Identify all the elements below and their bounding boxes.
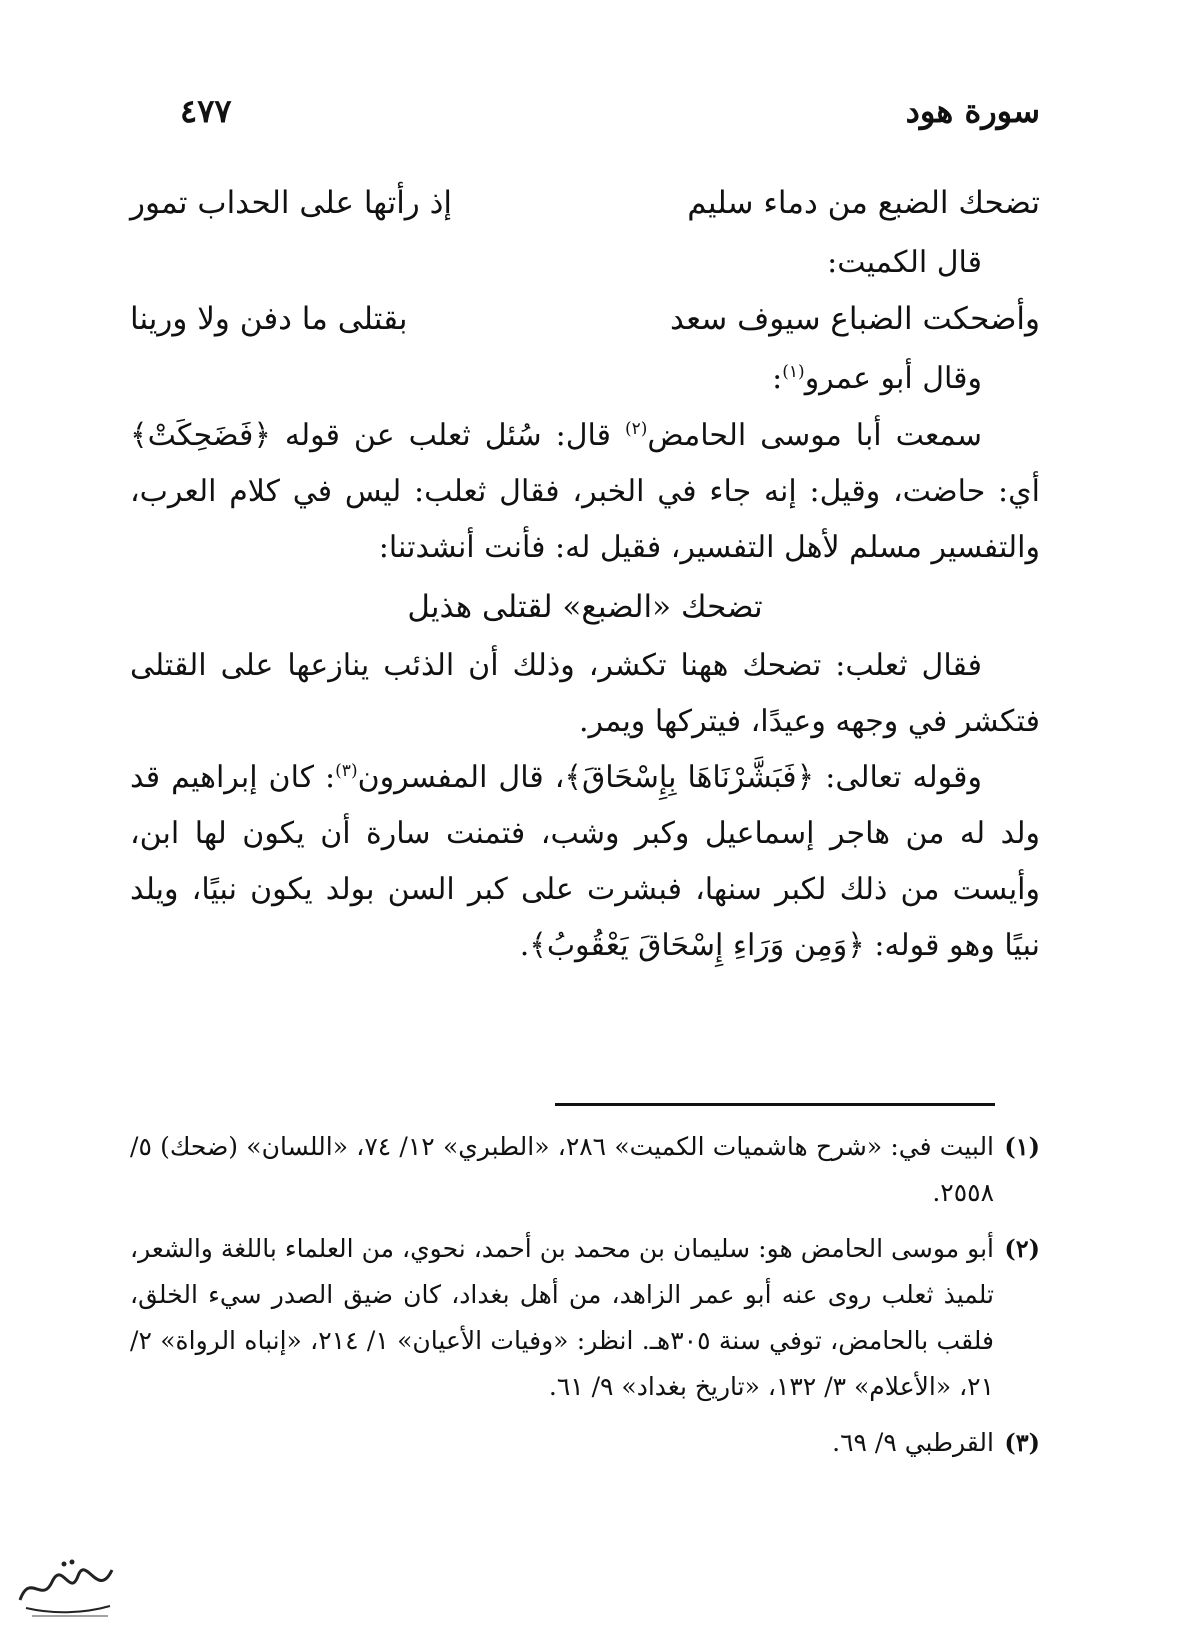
- page-number: ٤٧٧: [180, 92, 232, 130]
- paragraph-3-rest: : كان إبراهيم قد ولد له من هاجر إسماعيل وكبر وشب، فتمنت سارة أن يكون لها ابن، وأيست من ذلك لكبر سنها، فبشرت على كبر السن بولد يكون نبيًا، ويلد نبيًا وهو قوله: ﴿وَمِن وَرَاءِ إِسْحَاقَ يَعْقُوبُ﴾.: [130, 760, 1040, 963]
- main-text: [130, 176, 1040, 974]
- paragraph-ibrahim: [130, 750, 1040, 974]
- footnote-3-text: القرطبي ٩/ ٦٩.: [832, 1428, 994, 1457]
- verse-2-first-hemistich: وأضحكت الضباع سيوف سعد: [670, 301, 1040, 337]
- verse-1-first-hemistich: تضحك الضبع من دماء سليم: [687, 185, 1040, 221]
- abu-amr-intro-text: وقال أبو عمرو: [804, 361, 982, 396]
- footnote-ref-3: (٣): [335, 761, 358, 781]
- paragraph-explanation: فقال ثعلب: تضحك ههنا تكشر، وذلك أن الذئب ينازعها على القتلى فتكشر في وجهه وعيدًا، فيتركها ويمر.: [130, 648, 1040, 739]
- paragraph-tha-lab: [130, 408, 1040, 576]
- footnote-1: [130, 1124, 1040, 1216]
- footnote-3-number: (٣): [1004, 1428, 1040, 1457]
- paragraph-3-start: وقوله تعالى: ﴿فَبَشَّرْنَاهَا بِإِسْحَاقَ﴾، قال المفسرون: [357, 760, 983, 795]
- abu-amr-intro: [130, 350, 1040, 408]
- poem-verse-1: [130, 176, 1040, 234]
- verse-2-second-hemistich: بقتلى ما دفن ولا ورينا: [130, 301, 408, 337]
- centered-verse: تضحك «الضبع» لقتلى هذيل: [407, 589, 763, 625]
- kumait-intro: قال الكميت:: [827, 245, 982, 280]
- footnote-3: [130, 1420, 1040, 1466]
- footnote-ref-1: (١): [782, 362, 805, 382]
- paragraph-1-start: سمعت أبا موسى الحامض: [647, 418, 982, 453]
- publisher-logo-watermark: [12, 1552, 122, 1620]
- footnote-1-text: البيت في: «شرح هاشميات الكميت» ٢٨٦، «الطبري» ١٢/ ٧٤، «اللسان» (ضحك) ٥/ ٢٥٥٨.: [130, 1132, 995, 1207]
- footnotes: [130, 1124, 1040, 1476]
- surah-title: سورة هود: [905, 92, 1040, 130]
- paragraph-1-rest: قال: سُئل ثعلب عن قوله ﴿فَضَحِكَتْ﴾ أي: حاضت، وقيل: إنه جاء في الخبر، فقال ثعلب: ليس في كلام العرب، والتفسير مسلم لأهل التفسير، فقيل له: فأنت أنشدتنا:: [130, 418, 1040, 565]
- footnote-ref-2: (٢): [624, 419, 648, 439]
- poem-verse-2: [130, 292, 1040, 350]
- footnote-2: [130, 1226, 1040, 1410]
- verse-1-second-hemistich: إذ رأتها على الحداب تمور: [130, 185, 453, 221]
- abu-amr-intro-colon: :: [772, 361, 783, 396]
- footnote-2-number: (٢): [1004, 1234, 1040, 1263]
- footnote-2-text: أبو موسى الحامض هو: سليمان بن محمد بن أحمد، نحوي، من العلماء باللغة والشعر، تلميذ ثعلب روى عنه أبو عمر الزاهد، من أهل بغداد، كان ضيق الصدر سيء الخلق، فلقب بالحامض، توفي سنة ٣٠٥هـ. انظر: «وفيات الأعيان» ١/ ٢١٤، «إنباه الرواة» ٢/ ٢١، «الأعلام» ٣/ ١٣٢، «تاريخ بغداد» ٩/ ٦١.: [130, 1234, 994, 1401]
- page-header: [180, 92, 1040, 138]
- footnote-1-number: (١): [1004, 1132, 1040, 1161]
- footnote-separator: [555, 1103, 995, 1106]
